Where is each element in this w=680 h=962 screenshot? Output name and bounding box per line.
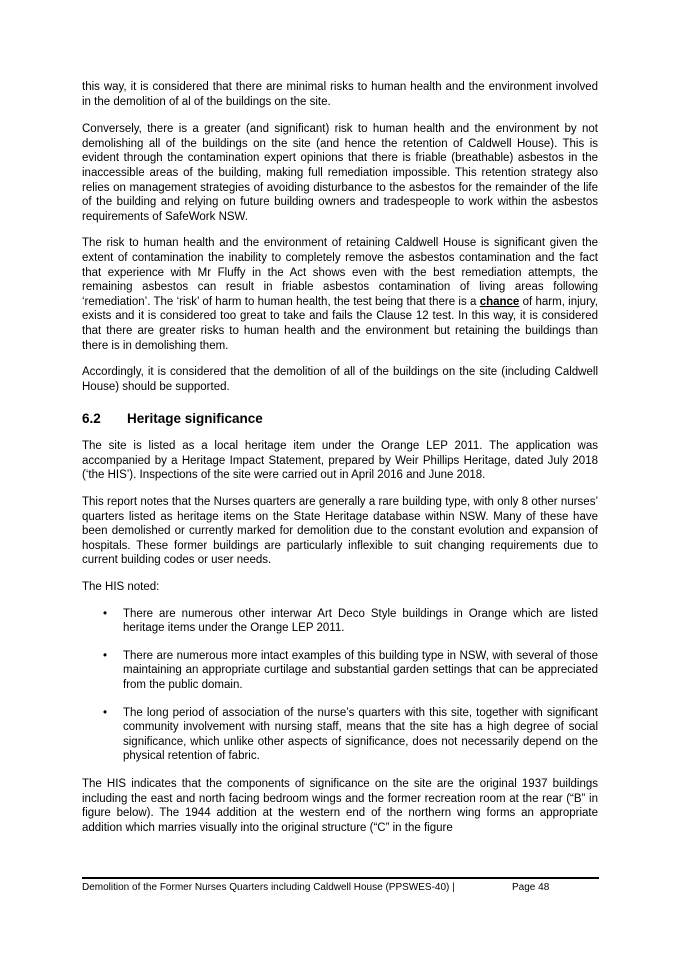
section-number: 6.2 [82,411,101,427]
list-item [82,607,598,636]
bullet-icon: • [103,706,108,719]
paragraph-minimal-risks: this way, it is considered that there are minimal risks to human health and the environment involved in the demolition of al of the buildings on the site. [82,81,598,108]
page-footer [82,882,599,894]
list-item-text: There are numerous other interwar Art Deco Style buildings in Orange which are listed heritage items under the Orange LEP 2011. [123,607,598,635]
section-heading [82,411,598,427]
list-item-text: There are numerous more intact examples of this building type in NSW, with several of those maintaining an appropriate curtilage and substantial garden settings that can be appreciated from the public domain. [123,649,598,691]
paragraph-report-notes: This report notes that the Nurses quarters are generally a rare building type, with only 8 other nurses’ quarters listed as heritage items on the State Heritage database within NSW. Many of these have been demolished or currently marked for demolition due to the constant evolution and expansion of hospitals. These former buildings are particularly inflexible to suit changing requirements due to current building codes or user needs. [82,496,598,567]
footer-divider [82,877,599,879]
list-item [82,649,598,693]
paragraph-his-noted: The HIS noted: [82,581,160,594]
section-title: Heritage significance [127,411,263,427]
paragraph-components: The HIS indicates that the components of significance on the site are the original 1937 buildings including the east and north facing bedroom wings and the former recreation room at the rear (“B” in figure below). The 1944 addition at the western end of the northern wing forms an appropriate addition which marries visually into the original structure (“C” in the figure [82,777,598,834]
paragraph-accordingly: Accordingly, it is considered that the demolition of all of the buildings on the site (including Caldwell House) should be supported. [82,366,598,393]
paragraph-conversely: Conversely, there is a greater (and significant) risk to human health and the environment by not demolishing all of the buildings on the site (and hence the retention of Caldwell House). This is evident through the contamination expert opinions that there is friable (breathable) asbestos in the inaccessible areas of the building, making full remediation impossible. This retention strategy also relies on management strategies of avoiding disturbance to the asbestos for the remainder of the life of the building and relying on future building owners and tradespeople to work within the asbestos requirements of SafeWork NSW. [82,123,598,223]
paragraph-risk-part1: The risk to human health and the environment of retaining Caldwell House is significant given the extent of contamination the inability to completely remove the asbestos contamination and the fact that experience with Mr Fluffy in the Act shows even with the best remediation attempts, the remaining asbestos can result in friable asbestos contamination of living areas following ‘remediation’. The ‘risk’ of harm to human health, the test being that there is a [82,237,598,308]
list-item [82,706,598,764]
footer-page-number: Page 48 [512,882,550,893]
paragraph-risk-part2: of harm, injury, exists and it is considered too great to take and fails the Clause 12 test. In this way, it is considered that there are greater risks to human health and the environment but retaining the buildings than there is in demolishing them. [82,295,598,352]
paragraph-site-listed: The site is listed as a local heritage item under the Orange LEP 2011. The application was accompanied by a Heritage Impact Statement, prepared by Weir Phillips Heritage, dated July 2018 (‘the HIS’). Inspections of the site were carried out in April 2016 and June 2018. [82,440,598,482]
bullet-list [82,607,598,764]
footer-document-title: Demolition of the Former Nurses Quarters including Caldwell House (PPSWES-40) | [82,882,455,893]
bullet-icon: • [103,607,108,620]
paragraph-risk [82,236,598,353]
list-item-text: The long period of association of the nurse’s quarters with this site, together with significant community involvement with nursing staff, means that the site has a high degree of social significance, which unlike other aspects of significance, does not necessarily depend on the physical retention of fabric. [123,706,598,763]
emphasis-chance: chance [479,295,520,308]
bullet-icon: • [103,649,108,662]
document-body [82,80,598,847]
